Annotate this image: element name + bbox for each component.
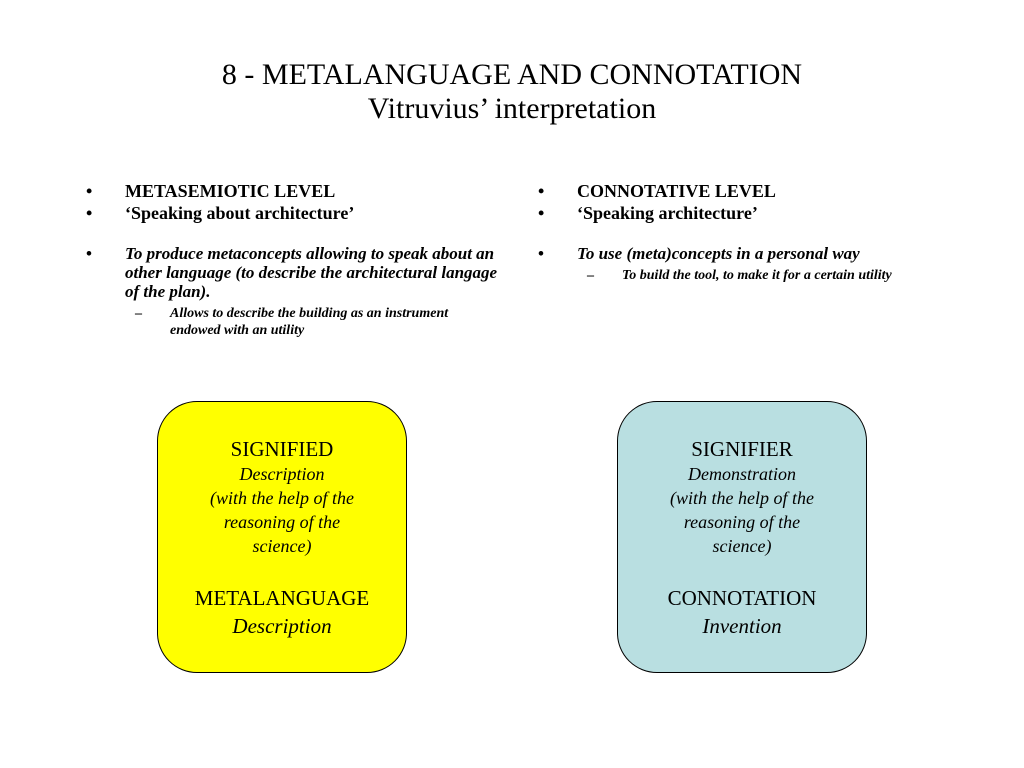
right-column — [532, 180, 972, 284]
right-quote-bullet — [532, 202, 972, 224]
right-sub-point — [532, 267, 972, 284]
signifier-note-line-3: science) — [712, 536, 772, 556]
left-sub-point — [80, 305, 500, 339]
left-level-bullet — [80, 180, 500, 202]
left-quote-text: ‘Speaking about architecture’ — [125, 203, 355, 223]
bullet-marker: • — [86, 203, 93, 223]
signified-subheading: Description — [239, 464, 325, 484]
connotation-sublabel: Invention — [702, 614, 782, 638]
right-sub-point-text: To build the tool, to make it for a certain utility — [622, 268, 892, 283]
signified-note-line-1: (with the help of the — [210, 488, 354, 508]
dash-marker: – — [587, 268, 594, 283]
bullet-marker: • — [86, 181, 93, 201]
right-quote-text: ‘Speaking architecture’ — [577, 203, 758, 223]
signified-heading: SIGNIFIED — [230, 437, 334, 461]
signified-note-line-2: reasoning of the — [223, 512, 341, 532]
title-line-2: Vitruvius’ interpretation — [367, 92, 657, 125]
left-point-text: To produce metaconcepts allowing to speak about an other language (to describe the architectural langage of the plan). — [125, 244, 498, 301]
signifier-note-line-1: (with the help of the — [670, 488, 814, 508]
left-sub-point-text: Allows to describe the building as an instrument endowed with an utility — [170, 306, 449, 338]
bullet-marker: • — [538, 181, 545, 201]
signifier-subheading: Demonstration — [688, 464, 796, 484]
bullet-marker: • — [86, 244, 92, 263]
left-quote-bullet — [80, 202, 500, 224]
signifier-box — [617, 401, 867, 673]
title-line-1: 8 - METALANGUAGE AND CONNOTATION — [221, 58, 803, 91]
signified-box — [157, 401, 407, 673]
metalanguage-label: METALANGUAGE — [194, 586, 370, 610]
metalanguage-sublabel: Description — [232, 614, 332, 638]
signifier-note-line-2: reasoning of the — [683, 512, 801, 532]
left-column — [80, 180, 500, 339]
signifier-heading: SIGNIFIER — [691, 437, 793, 461]
connotation-label: CONNOTATION — [667, 586, 817, 610]
signified-note-line-3: science) — [252, 536, 312, 556]
dash-marker: – — [135, 306, 142, 321]
left-point-bullet — [80, 244, 500, 301]
slide-title — [0, 58, 1024, 126]
right-point-bullet — [532, 244, 972, 263]
bullet-marker: • — [538, 244, 544, 263]
right-point-text: To use (meta)concepts in a personal way — [577, 244, 860, 263]
bullet-marker: • — [538, 203, 545, 223]
right-level-bullet — [532, 180, 972, 202]
right-level-text: CONNOTATIVE LEVEL — [577, 181, 776, 201]
left-level-text: METASEMIOTIC LEVEL — [125, 181, 336, 201]
